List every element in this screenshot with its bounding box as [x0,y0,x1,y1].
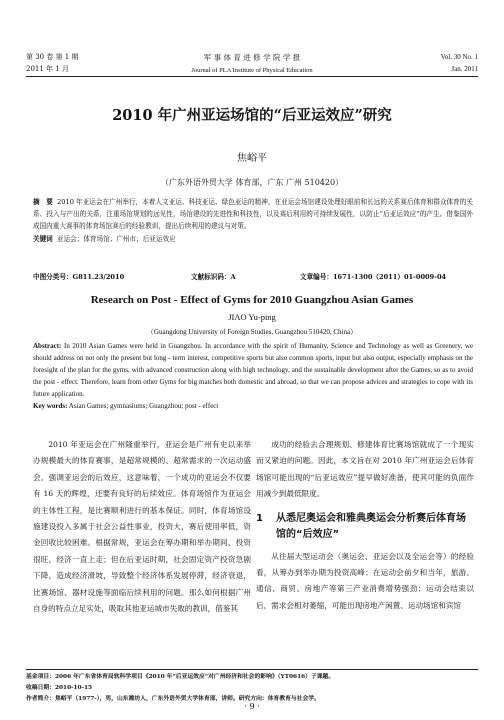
english-affiliation: （Guangdong University of Foreign Studies, Guangzhou 510420, China） [146,328,358,336]
section-heading [256,511,474,543]
page-number: · 9 · [244,702,260,711]
header-date-cn: 2011 年 1 月 [26,65,69,73]
keywords-label: 关键词 [33,234,53,243]
header-date-en: Jan. 2011 [451,65,478,73]
article-number: 文章编号：1671-1300（2011）01-0009-04 [300,273,447,281]
abstract-paragraph [33,196,473,233]
abstract-text: 2010 年亚运会在广州举行，本着人文亚运、科技亚运、绿色亚运的精神，在亚运会场馆建设处理好眼前和长远的关系赛后体育和群众体育的关系、投入与产出的关系，注重场馆规划的远见性，场馆建设的先进性和科技性，以及赛后利用的可持续发展性，以防止“后亚运效应”的产生。借鉴国外成国内重大赛事的体育场馆赛后的经验教训，提出后续利用的建议与对策。 [33,198,474,231]
english-keywords-label: Key words: [33,402,68,410]
english-keywords-text: Asian Games; gymnasiums; Guangzhou; post - effect [68,402,219,410]
header-volume-cn: 第 30 卷 第 1 期 [26,53,79,61]
body-left-column [33,437,251,617]
author-affiliation: （广东外语外贸大学 体育部，广东 广州 510420） [160,178,344,187]
body-paragraph: 成功的经验去合理规划、修建体育比赛场馆就成了一个现实而又紧迫的问题。因此，本文旨在对 2010 年广州亚运会后体育场馆可能出现的“后亚运效应”提早做好准备，使其可能的负面作用减少到最低限度。 [256,440,474,499]
english-abstract-text: In 2010 Asian Games were held in Guangzhou. In accordance with the spirit of Humanity, Science and Technology as well as Greenery, we should address on not only the present but long - term interest, competitive sports but also common sports, input but also output, especially emphasis on the foresight of the plan for the gyms, with advanced construction along with high technology, and the sustainable development after the Games, so as to avoid the post - effect. Therefore, learn from other Gyms for big matches both domestic and abroad, so that we can propose advices and strategies to cope with its future application. [33,342,474,398]
keywords-text: 亚运会；体育场馆；广州市；后亚运效应 [56,234,176,243]
english-abstract-label: Abstract: [33,342,62,350]
footnote-fund: 基金项目：2006 年广东省体育局软科学项目《2010 年“后亚运效应”对广州经济和社会的影响》（YT0616）子课题。 [26,674,335,680]
section-title: 从悉尼奥运会和雅典奥运会分析赛后体育场馆的“后效应” [276,512,466,540]
english-abstract-paragraph [33,340,473,400]
english-author: JIAO Yu-ping [228,312,276,322]
abstract-en [33,340,473,412]
section-number: 1 [256,512,263,524]
clc-number: 中图分类号：G811.23/2010 [33,273,125,281]
abstract-label: 摘 要 [33,198,53,206]
keywords-paragraph [33,233,473,245]
footnotes [26,672,478,705]
header-rule [26,76,478,77]
author-name: 焦峪平 [237,153,267,164]
body-paragraph: 2010 年亚运会在广州隆重举行，亚运会是广州有史以来举办规模最大的体育赛事，是超常规模的、超常需求的一次运动盛会。强调亚运会的后效应，这意味着，一个成功的亚运会不仅要有 16 天的辉煌，还要有良好的后续效应。体育场馆作为亚运会的主体性工程，是比赛顺利进行的基本保证。同时，体育场馆设施建设投入多属于社会公益性事业，投资大，赛后使用率低，资金回收比较困难。根据常规，亚运会在筹办期和举办期间，投资很旺，经济一直上走；但在后亚运时期，社会固定资产投资急剧下降，造成经济滑坡，导致整个经济体系发展停滞，经济衰退，比赛场馆、器材设施等面临后续利用的问题。那么如何根据广州自身的特点立足实处，吸取其他亚运城市失败的教训，借鉴其 [33,440,251,614]
header-journal-cn: 军 事 体 育 进 修 学 院 学 报 [203,53,301,62]
english-keywords-paragraph [33,400,473,412]
footnote-author-bio: 作者简介：焦峪平（1977-），男，山东潍坊人，广东外语外贸大学体育部，讲师。研究方向：体育教育与社会学。 [26,696,320,702]
footnote-rule [26,669,478,670]
paper-title: 2010 年广州亚运场馆的“后亚运效应”研究 [112,107,392,124]
header-volume-en: Vol. 30 No. 1 [440,53,478,61]
body-right-column [256,437,474,614]
header-journal-en: Journal of PLA Institute of Physical Education [191,67,313,74]
document-code: 文献标识码：A [191,273,236,281]
abstract-cn [33,196,473,245]
body-paragraph: 从往届大型运动会（奥运会、亚运会以及全运会等）的经验看，从筹办到举办期为投资高峰；在运动会前夕和当年，旅游、通信、商贸、房地产等第三产业消费增势强劲；运动会结束以后，需求会相对萎缩，可能出现房地产闲置、运动场馆和宾馆 [256,551,474,610]
footnote-received: 收稿日期：2010-10-15 [26,685,93,691]
english-title: Research on Post - Effect of Gyms for 2010 Guangzhou Asian Games [90,294,414,306]
